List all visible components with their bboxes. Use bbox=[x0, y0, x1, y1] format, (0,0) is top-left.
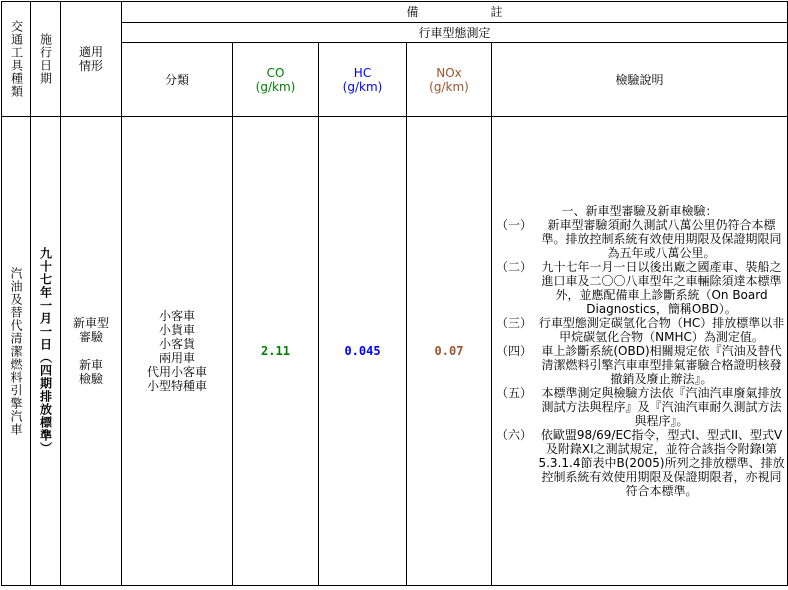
note-item: （三） 行車型態測定碳氫化合物（HC）排放標準以非甲烷碳氫化合物（NMHC）為測定值。 bbox=[495, 316, 785, 344]
applicable-cell: 新車型 審驗 新車 檢驗 bbox=[61, 117, 122, 586]
driving-cycle-header: 行車型態測定 bbox=[122, 23, 788, 43]
note-item: （二） 九十七年一月一日以後出廠之國產車、裝船之進口車及二〇〇八車型年之車輛除須達本標準外，並應配備車上診斷系統（On Board Diagnostics，簡稱OBD）。 bbox=[495, 260, 782, 316]
note-item: （六） 依歐盟98/69/EC指令，型式I、型式II、型式V及附錄XI之測試規定，並符合該指令附錄I第5.3.1.4節表中B(2005)所列之排放標準、排放控制系統有效使用期限及保證期限者，亦視同符合本標準。 bbox=[495, 428, 785, 498]
effective-date-header: 施行日期 bbox=[31, 2, 61, 117]
list-item: 兩用車 bbox=[158, 351, 195, 365]
effective-date-cell: 九十七年一月一日︵四期排放標準︶ bbox=[31, 117, 61, 586]
vehicle-type-cell: 汽油及替代清潔燃料引擎汽車 bbox=[2, 117, 31, 586]
emission-standards-table bbox=[1, 1, 788, 586]
vehicle-type-header: 交通工具種類 bbox=[2, 2, 31, 117]
test-notes-header: 檢驗說明 bbox=[492, 43, 788, 117]
list-item: 小客車 bbox=[158, 309, 195, 323]
nox-value: 0.07 bbox=[407, 117, 492, 586]
vehicle-category-list bbox=[122, 117, 233, 586]
note-item: （一） 新車型審驗須耐久測試八萬公里仍符合本標準。排放控制系統有效使用期限及保證期限同為五年或八萬公里。 bbox=[495, 218, 782, 260]
list-item: 小型特種車 bbox=[146, 379, 207, 393]
notes-intro: 一、新車型審驗及新車檢驗： bbox=[561, 204, 718, 218]
note-item: （四） 車上診斷系統(OBD)相關規定依『汽油及替代清潔燃料引擎汽車車型排氣審驗合格證明核發撤銷及廢止辦法』。 bbox=[495, 344, 782, 386]
co-header: CO (g/km) bbox=[233, 43, 319, 117]
test-notes-cell bbox=[492, 117, 788, 586]
list-item: 小客貨 bbox=[158, 337, 195, 351]
category-header: 分類 bbox=[122, 43, 233, 117]
list-item: 代用小客車 bbox=[146, 365, 207, 379]
list-item: 小貨車 bbox=[158, 323, 195, 337]
applicable-header: 適用 情形 bbox=[61, 2, 122, 117]
note-item: （五） 本標準測定與檢驗方法依『汽油汽車廢氣排放測試方法與程序』及『汽油汽車耐久測試方法與程序』。 bbox=[495, 386, 782, 428]
hc-header: HC (g/km) bbox=[319, 43, 407, 117]
co-value: 2.11 bbox=[233, 117, 319, 586]
remarks-header: 備 註 bbox=[122, 2, 788, 23]
nox-header: NOx (g/km) bbox=[407, 43, 492, 117]
hc-value: 0.045 bbox=[319, 117, 407, 586]
